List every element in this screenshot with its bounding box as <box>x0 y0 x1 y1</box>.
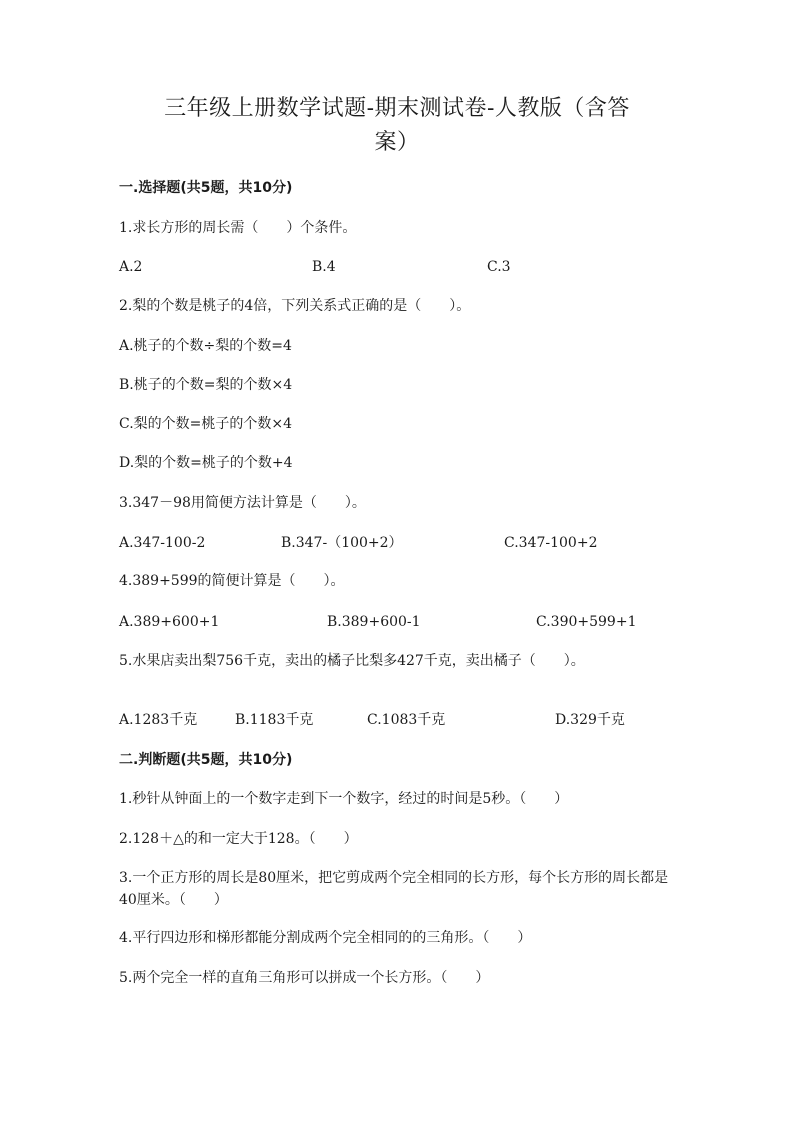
question-5-option-b: B.1183千克 <box>235 712 314 728</box>
judgement-2-stem: 2.128＋△的和一定大于128。（ ） <box>119 831 358 847</box>
question-1-stem: 1.求长方形的周长需（ ）个条件。 <box>119 220 357 236</box>
judgement-4-stem: 4.平行四边形和梯形都能分割成两个完全相同的的三角形。（ ） <box>119 930 532 946</box>
question-2-option-b: B.桃子的个数=梨的个数×4 <box>119 377 293 393</box>
judgement-5-stem: 5.两个完全一样的直角三角形可以拼成一个长方形。（ ） <box>119 970 490 986</box>
question-4-option-b: B.389+600-1 <box>327 614 421 630</box>
section-heading-judgement: 二.判断题(共5题，共10分) <box>119 752 293 768</box>
question-4-option-c: C.390+599+1 <box>536 614 637 630</box>
question-5-option-a: A.1283千克 <box>119 712 198 728</box>
question-2-option-d: D.梨的个数=桃子的个数+4 <box>119 455 293 471</box>
section-heading-choice: 一.选择题(共5题，共10分) <box>119 180 293 196</box>
question-1-option-b: B.4 <box>312 259 336 275</box>
title-line-1: 三年级上册数学试题-期末测试卷-人教版（含答 <box>164 96 630 121</box>
question-3-stem: 3.347－98用简便方法计算是（ ）。 <box>119 495 366 511</box>
question-1-option-c: C.3 <box>487 259 511 275</box>
title-line-2: 案） <box>374 130 420 155</box>
question-2-option-c: C.梨的个数=桃子的个数×4 <box>119 416 293 432</box>
question-5-stem: 5.水果店卖出梨756千克，卖出的橘子比梨多427千克，卖出橘子（ ）。 <box>119 653 585 669</box>
question-2-option-a: A.桃子的个数÷梨的个数=4 <box>119 338 292 354</box>
question-3-option-c: C.347-100+2 <box>504 535 598 551</box>
question-4-stem: 4.389+599的简便计算是（ ）。 <box>119 573 345 589</box>
question-4-option-a: A.389+600+1 <box>119 614 220 630</box>
question-1-option-a: A.2 <box>119 259 143 275</box>
question-3-option-a: A.347-100-2 <box>119 535 206 551</box>
judgement-3-stem: 3.一个正方形的周长是80厘米，把它剪成两个完全相同的长方形，每个长方形的周长都是40厘米。（ ） <box>119 870 669 908</box>
page-title <box>120 92 674 160</box>
question-5-option-d: D.329千克 <box>555 712 625 728</box>
question-5-option-c: C.1083千克 <box>367 712 446 728</box>
question-3-option-b: B.347-（100+2） <box>281 535 403 551</box>
question-2-stem: 2.梨的个数是桃子的4倍，下列关系式正确的是（ ）。 <box>119 298 471 314</box>
judgement-1-stem: 1.秒针从钟面上的一个数字走到下一个数字，经过的时间是5秒。（ ） <box>119 791 569 807</box>
